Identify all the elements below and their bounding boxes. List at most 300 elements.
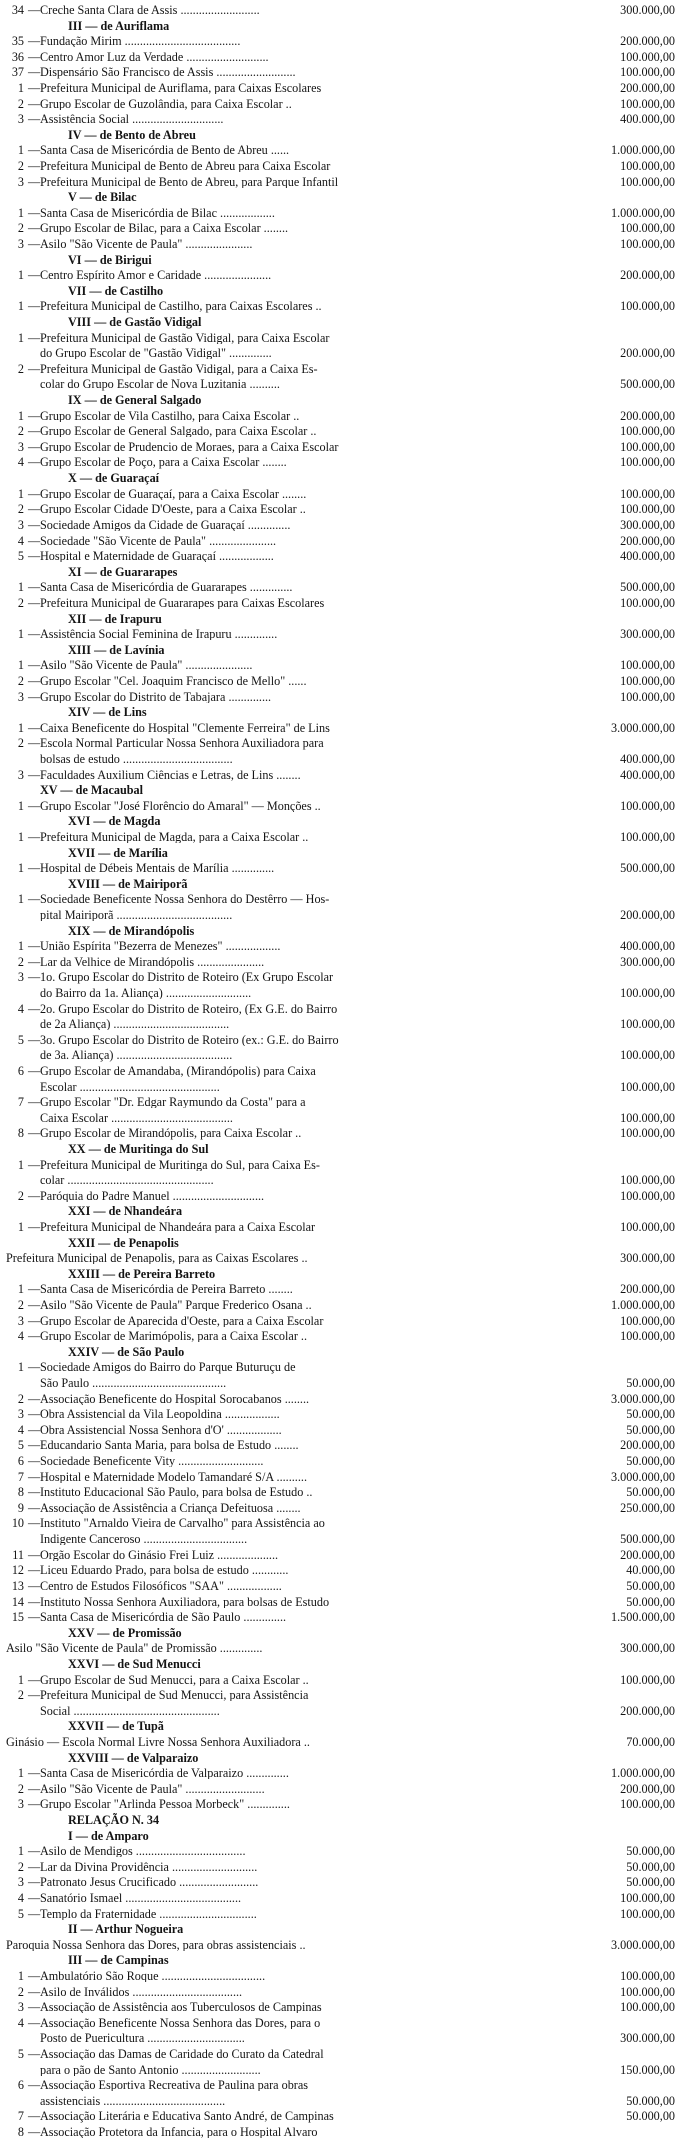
item-dash: — bbox=[28, 1906, 41, 1921]
section-heading: V — de Bilac bbox=[68, 190, 137, 205]
item-dash: — bbox=[28, 502, 41, 517]
item-description: Orgão Escolar do Ginásio Frei Luiz .................... bbox=[40, 1548, 279, 1561]
item-description: Grupo Escolar de Poço, para a Caixa Escolar ........ bbox=[40, 456, 287, 469]
item-dash: — bbox=[28, 237, 41, 252]
item-number: 12 bbox=[11, 1563, 24, 1578]
item-description: Asilo de Inválidos .................................... bbox=[40, 1985, 243, 1998]
item-number: 2 bbox=[17, 1298, 24, 1313]
item-amount: 100.000,00 bbox=[620, 65, 675, 80]
item-dash: — bbox=[28, 580, 41, 595]
item-number: 2 bbox=[17, 1188, 24, 1203]
item-dash: — bbox=[28, 1469, 41, 1484]
section-heading: XVII — de Marília bbox=[68, 845, 168, 860]
item-description: Instituto "Arnaldo Vieira de Carvalho" para Assistência ao bbox=[40, 1517, 325, 1530]
item-number: 1 bbox=[17, 1282, 24, 1297]
item-dash: — bbox=[28, 1032, 41, 1047]
item-amount: 100.000,00 bbox=[620, 486, 675, 501]
item-amount: 200.000,00 bbox=[620, 1703, 675, 1718]
item-description: Assistência Social .............................. bbox=[40, 113, 224, 126]
item-description-continued: de 2a Aliança) ...................................... bbox=[40, 1018, 230, 1031]
item-number: 3 bbox=[17, 237, 24, 252]
item-number: 34 bbox=[11, 3, 24, 17]
item-dash: — bbox=[28, 829, 41, 844]
item-number: 1 bbox=[17, 1157, 24, 1172]
item-amount: 100.000,00 bbox=[620, 455, 675, 470]
item-number: 3 bbox=[17, 1407, 24, 1422]
item-amount: 100.000,00 bbox=[620, 1048, 675, 1063]
item-amount: 100.000,00 bbox=[620, 159, 675, 174]
item-dash: — bbox=[28, 533, 41, 548]
item-number: 1 bbox=[17, 486, 24, 501]
item-description: Associação de Assistência a Criança Defeituosa ........ bbox=[40, 1501, 301, 1515]
section-heading: X — de Guaraçaí bbox=[68, 471, 160, 486]
item-dash: — bbox=[28, 549, 41, 564]
item-dash: — bbox=[28, 954, 41, 969]
item-amount: 400.000,00 bbox=[620, 549, 675, 564]
item-amount: 100.000,00 bbox=[620, 1188, 675, 1203]
section-heading: XIII — de Lavínia bbox=[68, 642, 165, 657]
item-number: 2 bbox=[17, 1984, 24, 1999]
item-number: 3 bbox=[17, 689, 24, 704]
item-description: Asilo "São Vicente de Paula" ...................... bbox=[40, 238, 253, 251]
item-amount: 300.000,00 bbox=[620, 517, 675, 532]
item-number: 2 bbox=[17, 96, 24, 111]
item-number: 5 bbox=[17, 549, 24, 564]
item-description: Sociedade Amigos do Bairro do Parque Buturuçu de bbox=[40, 1361, 296, 1374]
item-description: Grupo Escolar de Prudencio de Moraes, para a Caixa Escolar bbox=[40, 440, 339, 454]
section-heading: XII — de Irapuru bbox=[68, 611, 162, 626]
item-amount: 1.000.000,00 bbox=[611, 143, 675, 158]
item-amount: 100.000,00 bbox=[620, 595, 675, 610]
item-description: Liceu Eduardo Prado, para bolsa de estudo ............ bbox=[40, 1564, 289, 1577]
item-number: 1 bbox=[17, 1672, 24, 1687]
item-dash: — bbox=[28, 1220, 41, 1235]
item-amount: 200.000,00 bbox=[620, 1547, 675, 1562]
item-number: 14 bbox=[11, 1594, 24, 1609]
item-amount: 300.000,00 bbox=[620, 1641, 675, 1656]
item-description: Obra Assistencial da Vila Leopoldina .................. bbox=[40, 1408, 280, 1421]
item-description: Asilo de Mendigos .................................... bbox=[40, 1845, 246, 1858]
item-amount: 50.000,00 bbox=[626, 1859, 675, 1874]
item-description: Prefeitura Municipal de Bento de Abreu para Caixa Escolar bbox=[40, 160, 331, 173]
item-number: 3 bbox=[17, 439, 24, 454]
item-number: 1 bbox=[17, 268, 24, 283]
item-dash: — bbox=[28, 673, 41, 688]
section-heading: XXVII — de Tupã bbox=[68, 1719, 164, 1734]
item-amount: 400.000,00 bbox=[620, 767, 675, 782]
item-dash: — bbox=[28, 1329, 41, 1344]
item-amount: 100.000,00 bbox=[620, 424, 675, 439]
item-number: 1 bbox=[17, 658, 24, 673]
item-description: Grupo Escolar de Vila Castilho, para Caixa Escolar .. bbox=[40, 409, 300, 422]
item-amount: 500.000,00 bbox=[620, 1532, 675, 1547]
item-dash: — bbox=[28, 939, 41, 954]
item-amount: 50.000,00 bbox=[626, 1594, 675, 1609]
item-number: 2 bbox=[17, 1859, 24, 1874]
item-description: Centro Amor Luz da Verdade ........................... bbox=[40, 50, 269, 63]
section-heading: III — de Campinas bbox=[68, 1953, 169, 1968]
item-description: 2o. Grupo Escolar do Distrito de Roteiro, (Ex G.E. do Bairro bbox=[40, 1002, 338, 1015]
item-dash: — bbox=[28, 408, 41, 423]
item-dash: — bbox=[28, 1563, 41, 1578]
item-amount: 50.000,00 bbox=[626, 1485, 675, 1500]
item-amount: 1.000.000,00 bbox=[611, 1766, 675, 1781]
item-number: 8 bbox=[17, 2125, 24, 2139]
item-dash: — bbox=[28, 798, 41, 813]
item-dash: — bbox=[28, 455, 41, 470]
item-dash: — bbox=[28, 1064, 41, 1078]
item-description: Prefeitura Municipal de Nhandeára para a Caixa Escolar bbox=[40, 1221, 316, 1234]
item-dash: — bbox=[28, 143, 41, 158]
item-dash: — bbox=[28, 1313, 41, 1328]
item-number: 1 bbox=[17, 1844, 24, 1859]
section-heading: XIV — de Lins bbox=[68, 705, 147, 720]
item-description: Prefeitura Municipal de Guararapes para Caixas Escolares bbox=[40, 596, 325, 610]
item-description: Sociedade Amigos da Cidade de Guaraçaí .............. bbox=[40, 518, 291, 532]
item-dash: — bbox=[28, 330, 41, 345]
item-amount: 100.000,00 bbox=[620, 1906, 675, 1921]
section-heading: XXVIII — de Valparaizo bbox=[68, 1750, 199, 1765]
item-number: 2 bbox=[17, 159, 24, 174]
item-amount: 200.000,00 bbox=[620, 1438, 675, 1453]
item-description-continued: para o pão de Santo Antonio .......................... bbox=[40, 2063, 261, 2076]
item-description: Asilo "São Vicente de Paula" .......................... bbox=[40, 1782, 265, 1795]
item-description-continued: Posto de Puericultura ................................ bbox=[40, 2032, 245, 2045]
item-dash: — bbox=[28, 2015, 41, 2030]
section-heading: XX — de Muritinga do Sul bbox=[68, 1142, 209, 1156]
item-description-continued: do Bairro da 1a. Aliança) ............................ bbox=[40, 986, 252, 1000]
item-dash: — bbox=[28, 1282, 41, 1297]
item-dash: — bbox=[28, 1797, 41, 1812]
item-amount: 300.000,00 bbox=[620, 627, 675, 642]
item-number: 1 bbox=[17, 861, 24, 876]
item-dash: — bbox=[28, 424, 41, 439]
item-description: Obra Assistencial Nossa Senhora d'O' .................. bbox=[40, 1423, 282, 1437]
item-amount: 200.000,00 bbox=[620, 268, 675, 283]
section-heading: VIII — de Gastão Vidigal bbox=[68, 315, 202, 330]
item-dash: — bbox=[28, 1095, 41, 1110]
section-heading: XXVI — de Sud Menucci bbox=[68, 1656, 201, 1671]
item-number: 3 bbox=[17, 1875, 24, 1890]
item-description: Fundação Mirim ...................................... bbox=[40, 35, 241, 48]
item-dash: — bbox=[28, 1500, 41, 1515]
item-dash: — bbox=[28, 1578, 41, 1593]
item-dash: — bbox=[28, 1890, 41, 1905]
section-heading: III — de Auriflama bbox=[68, 18, 170, 33]
section-heading: XXIV — de São Paulo bbox=[68, 1344, 185, 1359]
item-amount: 300.000,00 bbox=[620, 3, 675, 17]
section-heading: XVIII — de Mairiporã bbox=[68, 876, 188, 891]
item-dash: — bbox=[28, 767, 41, 782]
item-description-continued: colar ................................................ bbox=[40, 1174, 214, 1187]
item-description: Grupo Escolar de Guzolândia, para Caixa Escolar .. bbox=[40, 97, 292, 110]
item-number: 9 bbox=[17, 1500, 24, 1515]
item-description: Ginásio — Escola Normal Livre Nossa Senhora Auxiliadora .. bbox=[6, 1735, 310, 1749]
item-dash: — bbox=[28, 736, 41, 751]
item-number: 2 bbox=[17, 424, 24, 439]
item-number: 1 bbox=[17, 299, 24, 314]
item-number: 1 bbox=[17, 939, 24, 954]
item-description: Santa Casa de Misericórdia de Valparaizo .............. bbox=[40, 1767, 289, 1780]
item-amount: 50.000,00 bbox=[626, 1844, 675, 1859]
item-dash: — bbox=[28, 517, 41, 532]
item-amount: 50.000,00 bbox=[626, 1454, 675, 1469]
item-description: Grupo Escolar do Distrito de Tabajara .............. bbox=[40, 690, 272, 703]
section-heading: XIX — de Mirandópolis bbox=[68, 923, 195, 938]
item-description: Sociedade Beneficente Vity ............................ bbox=[40, 1455, 264, 1468]
item-description: Sociedade "São Vicente de Paula" ...................... bbox=[40, 534, 277, 547]
item-description: Prefeitura Municipal de Gastão Vidigal, para a Caixa Es- bbox=[40, 362, 318, 376]
item-description: Prefeitura Municipal de Muritinga do Sul, para Caixa Es- bbox=[40, 1158, 320, 1171]
item-description: Grupo Escolar de Aparecida d'Oeste, para a Caixa Escolar bbox=[40, 1314, 324, 1327]
item-description: Sociedade Beneficente Nossa Senhora do Destêrro — Hos- bbox=[40, 893, 330, 906]
item-dash: — bbox=[28, 970, 41, 985]
item-amount: 1.500.000,00 bbox=[611, 1610, 675, 1625]
item-amount: 3.000.000,00 bbox=[611, 1937, 675, 1952]
item-amount: 200.000,00 bbox=[620, 34, 675, 49]
section-heading: IX — de General Salgado bbox=[68, 393, 202, 408]
item-number: 2 bbox=[17, 954, 24, 969]
item-dash: — bbox=[28, 658, 41, 673]
section-heading: XI — de Guararapes bbox=[68, 564, 178, 579]
item-dash: — bbox=[28, 861, 41, 876]
item-description: Associação Beneficente Nossa Senhora das Dores, para o bbox=[40, 2016, 321, 2029]
item-dash: — bbox=[28, 1454, 41, 1469]
item-amount: 100.000,00 bbox=[620, 439, 675, 454]
item-description: Hospital de Débeis Mentais de Marília .............. bbox=[40, 862, 275, 875]
item-amount: 100.000,00 bbox=[620, 49, 675, 64]
item-number: 3 bbox=[17, 112, 24, 127]
item-dash: — bbox=[28, 1422, 41, 1437]
item-description: 3o. Grupo Escolar do Distrito de Roteiro (ex.: G.E. do Bairro bbox=[40, 1033, 339, 1046]
item-description: Creche Santa Clara de Assis .......................... bbox=[40, 4, 260, 17]
item-amount: 200.000,00 bbox=[620, 408, 675, 423]
item-number: 2 bbox=[17, 361, 24, 376]
item-dash: — bbox=[28, 1781, 41, 1796]
item-dash: — bbox=[28, 2000, 41, 2015]
item-number: 1 bbox=[17, 829, 24, 844]
item-description-continued: assistenciais ........................................ bbox=[40, 2094, 226, 2107]
item-amount: 500.000,00 bbox=[620, 861, 675, 876]
item-dash: — bbox=[28, 174, 41, 189]
item-description: Associação Protetora da Infancia, para o Hospital Alvaro bbox=[40, 2126, 318, 2139]
item-description: Ambulatório São Roque .................................. bbox=[40, 1969, 266, 1983]
item-number: 1 bbox=[17, 892, 24, 907]
item-amount: 100.000,00 bbox=[620, 1984, 675, 1999]
item-amount: 100.000,00 bbox=[620, 1079, 675, 1094]
item-description: Grupo Escolar "Arlinda Pessoa Morbeck" .............. bbox=[40, 1798, 290, 1811]
item-number: 3 bbox=[17, 1313, 24, 1328]
item-dash: — bbox=[28, 112, 41, 127]
item-number: 2 bbox=[17, 502, 24, 517]
item-description: Prefeitura Municipal de Bento de Abreu, para Parque Infantil bbox=[40, 175, 339, 188]
item-number: 4 bbox=[17, 1422, 24, 1437]
item-amount: 100.000,00 bbox=[620, 1017, 675, 1032]
item-dash: — bbox=[28, 34, 41, 49]
item-dash: — bbox=[28, 1407, 41, 1422]
item-number: 2 bbox=[17, 1688, 24, 1703]
item-amount: 100.000,00 bbox=[620, 1890, 675, 1905]
item-dash: — bbox=[28, 720, 41, 735]
item-description: Templo da Fraternidade ................................ bbox=[40, 1907, 257, 1920]
item-description: Associação Beneficente do Hospital Sorocabanos ........ bbox=[40, 1392, 310, 1405]
item-description: Lar da Velhice de Mirandópolis ...................... bbox=[40, 955, 265, 968]
item-number: 4 bbox=[17, 1890, 24, 1905]
item-description: Patronato Jesus Crucificado .......................... bbox=[40, 1876, 259, 1889]
item-description: Educandario Santa Maria, para bolsa de Estudo ........ bbox=[40, 1439, 299, 1452]
section-heading: XXII — de Penapolis bbox=[68, 1235, 179, 1250]
item-amount: 100.000,00 bbox=[620, 1797, 675, 1812]
item-dash: — bbox=[28, 1859, 41, 1874]
item-number: 6 bbox=[17, 1454, 24, 1469]
item-number: 5 bbox=[17, 1906, 24, 1921]
item-description-continued: Social ................................................ bbox=[40, 1704, 220, 1717]
item-dash: — bbox=[28, 1360, 41, 1375]
item-dash: — bbox=[28, 3, 41, 17]
section-heading: XXI — de Nhandeára bbox=[68, 1204, 183, 1219]
item-description: Assistência Social Feminina de Irapuru .............. bbox=[40, 628, 278, 641]
item-description-continued: São Paulo ............................................ bbox=[40, 1377, 227, 1390]
item-description: Sanatório Ismael ...................................... bbox=[40, 1891, 242, 1905]
section-heading: XXIII — de Pereira Barreto bbox=[68, 1266, 216, 1281]
item-dash: — bbox=[28, 689, 41, 704]
item-number: 1 bbox=[17, 580, 24, 595]
item-amount: 50.000,00 bbox=[626, 1407, 675, 1422]
item-number: 1 bbox=[17, 798, 24, 813]
item-description: Prefeitura Municipal de Castilho, para Caixas Escolares .. bbox=[40, 300, 322, 313]
item-number: 6 bbox=[17, 2078, 24, 2093]
item-description: Caixa Beneficente do Hospital "Clemente Ferreira" de Lins bbox=[40, 721, 330, 734]
item-number: 2 bbox=[17, 736, 24, 751]
item-amount: 100.000,00 bbox=[620, 658, 675, 673]
item-description: Instituto Nossa Senhora Auxiliadora, para bolsas de Estudo bbox=[40, 1595, 330, 1608]
item-description: Instituto Educacional São Paulo, para bolsa de Estudo .. bbox=[40, 1486, 313, 1499]
item-number: 3 bbox=[17, 767, 24, 782]
item-description: Santa Casa de Misericórdia de São Paulo .............. bbox=[40, 1611, 287, 1624]
item-number: 1 bbox=[17, 408, 24, 423]
item-dash: — bbox=[28, 1485, 41, 1500]
item-amount: 3.000.000,00 bbox=[611, 720, 675, 735]
item-description: Grupo Escolar de General Salgado, para Caixa Escolar .. bbox=[40, 425, 317, 438]
item-number: 15 bbox=[11, 1610, 24, 1625]
item-dash: — bbox=[28, 2109, 41, 2124]
item-description-continued: pital Mairiporã ...................................... bbox=[40, 908, 233, 922]
item-amount: 200.000,00 bbox=[620, 1781, 675, 1796]
item-number: 10 bbox=[11, 1516, 24, 1531]
item-dash: — bbox=[28, 1438, 41, 1453]
section-heading: VII — de Castilho bbox=[68, 283, 164, 298]
item-amount: 100.000,00 bbox=[620, 299, 675, 314]
item-number: 1 bbox=[17, 1968, 24, 1983]
item-amount: 40.000,00 bbox=[626, 1563, 675, 1578]
item-number: 5 bbox=[17, 1032, 24, 1047]
item-number: 7 bbox=[17, 2109, 24, 2124]
item-amount: 400.000,00 bbox=[620, 751, 675, 766]
item-number: 13 bbox=[11, 1578, 24, 1593]
item-description: Prefeitura Municipal de Gastão Vidigal, para Caixa Escolar bbox=[40, 331, 330, 344]
item-number: 1 bbox=[17, 143, 24, 158]
item-amount: 400.000,00 bbox=[620, 112, 675, 127]
item-dash: — bbox=[28, 627, 41, 642]
item-description: Grupo Escolar Cidade D'Oeste, para a Caixa Escolar .. bbox=[40, 503, 306, 516]
item-description-continued: Indigente Canceroso .................................. bbox=[40, 1533, 248, 1546]
item-description: Prefeitura Municipal de Sud Menucci, para Assistência bbox=[40, 1689, 309, 1702]
item-description: Lar da Divina Providência ............................ bbox=[40, 1860, 258, 1873]
section-heading: II — Arthur Nogueira bbox=[68, 1922, 184, 1937]
item-description: Associação das Damas de Caridade do Curato da Catedral bbox=[40, 2047, 324, 2061]
item-dash: — bbox=[28, 1391, 41, 1406]
item-amount: 100.000,00 bbox=[620, 1126, 675, 1141]
item-dash: — bbox=[28, 65, 41, 80]
item-description-continued: colar do Grupo Escolar de Nova Luzitania .......... bbox=[40, 378, 280, 391]
item-number: 7 bbox=[17, 1095, 24, 1110]
item-dash: — bbox=[28, 486, 41, 501]
item-dash: — bbox=[28, 361, 41, 376]
item-description: Asilo "São Vicente de Paula" Parque Frederico Osana .. bbox=[40, 1299, 312, 1312]
item-description-continued: Escolar .............................................. bbox=[40, 1080, 220, 1093]
item-amount: 50.000,00 bbox=[626, 1578, 675, 1593]
section-heading: VI — de Birigui bbox=[68, 252, 152, 267]
item-description: Prefeitura Municipal de Magda, para a Caixa Escolar .. bbox=[40, 830, 309, 844]
item-amount: 3.000.000,00 bbox=[611, 1469, 675, 1484]
item-description: Grupo Escolar de Marimópolis, para a Caixa Escolar .. bbox=[40, 1330, 308, 1343]
item-amount: 100.000,00 bbox=[620, 689, 675, 704]
item-number: 5 bbox=[17, 2046, 24, 2061]
item-description: Hospital e Maternidade Modelo Tamandaré S/A .......... bbox=[40, 1470, 307, 1483]
item-amount: 300.000,00 bbox=[620, 1251, 675, 1266]
item-description: Grupo Escolar "Cel. Joaquim Francisco de Mello" ...... bbox=[40, 674, 307, 688]
item-description: Grupo Escolar "Dr. Edgar Raymundo da Costa" para a bbox=[40, 1096, 306, 1109]
item-number: 4 bbox=[17, 1329, 24, 1344]
item-amount: 50.000,00 bbox=[626, 1875, 675, 1890]
item-description: Centro de Estudos Filosóficos "SAA" .................. bbox=[40, 1579, 282, 1593]
item-description: Grupo Escolar de Sud Menucci, para a Caixa Escolar .. bbox=[40, 1673, 309, 1686]
item-dash: — bbox=[28, 1875, 41, 1890]
item-description: Asilo "São Vicente de Paula" ...................... bbox=[40, 659, 253, 672]
item-dash: — bbox=[28, 1672, 41, 1687]
item-number: 2 bbox=[17, 595, 24, 610]
item-amount: 1.000.000,00 bbox=[611, 1298, 675, 1313]
item-dash: — bbox=[28, 268, 41, 283]
item-amount: 100.000,00 bbox=[620, 829, 675, 844]
item-number: 1 bbox=[17, 205, 24, 220]
item-description-continued: bolsas de estudo .................................... bbox=[40, 752, 233, 766]
item-number: 3 bbox=[17, 517, 24, 532]
item-dash: — bbox=[28, 1984, 41, 1999]
item-description: Centro Espírito Amor e Caridade ...................... bbox=[40, 269, 272, 282]
item-amount: 150.000,00 bbox=[620, 2062, 675, 2077]
item-amount: 100.000,00 bbox=[620, 798, 675, 813]
item-dash: — bbox=[28, 221, 41, 236]
item-description: Grupo Escolar de Mirandópolis, para Caixa Escolar .. bbox=[40, 1127, 302, 1140]
item-number: 11 bbox=[12, 1547, 24, 1562]
item-description-continued: Caixa Escolar ........................................ bbox=[40, 1111, 233, 1124]
item-amount: 500.000,00 bbox=[620, 580, 675, 595]
item-number: 1 bbox=[17, 81, 24, 95]
item-description: Prefeitura Municipal de Penapolis, para as Caixas Escolares .. bbox=[6, 1252, 308, 1265]
item-amount: 100.000,00 bbox=[620, 1220, 675, 1235]
item-description: Santa Casa de Misericórdia de Bento de Abreu ...... bbox=[40, 144, 290, 157]
item-number: 2 bbox=[17, 673, 24, 688]
item-dash: — bbox=[28, 81, 41, 95]
item-amount: 100.000,00 bbox=[620, 237, 675, 252]
item-dash: — bbox=[28, 159, 41, 174]
item-dash: — bbox=[28, 1001, 41, 1016]
item-amount: 100.000,00 bbox=[620, 1110, 675, 1125]
item-dash: — bbox=[28, 2125, 41, 2139]
item-description: Associação de Assistência aos Tuberculosos de Campinas bbox=[40, 2001, 322, 2014]
item-number: 2 bbox=[17, 1391, 24, 1406]
